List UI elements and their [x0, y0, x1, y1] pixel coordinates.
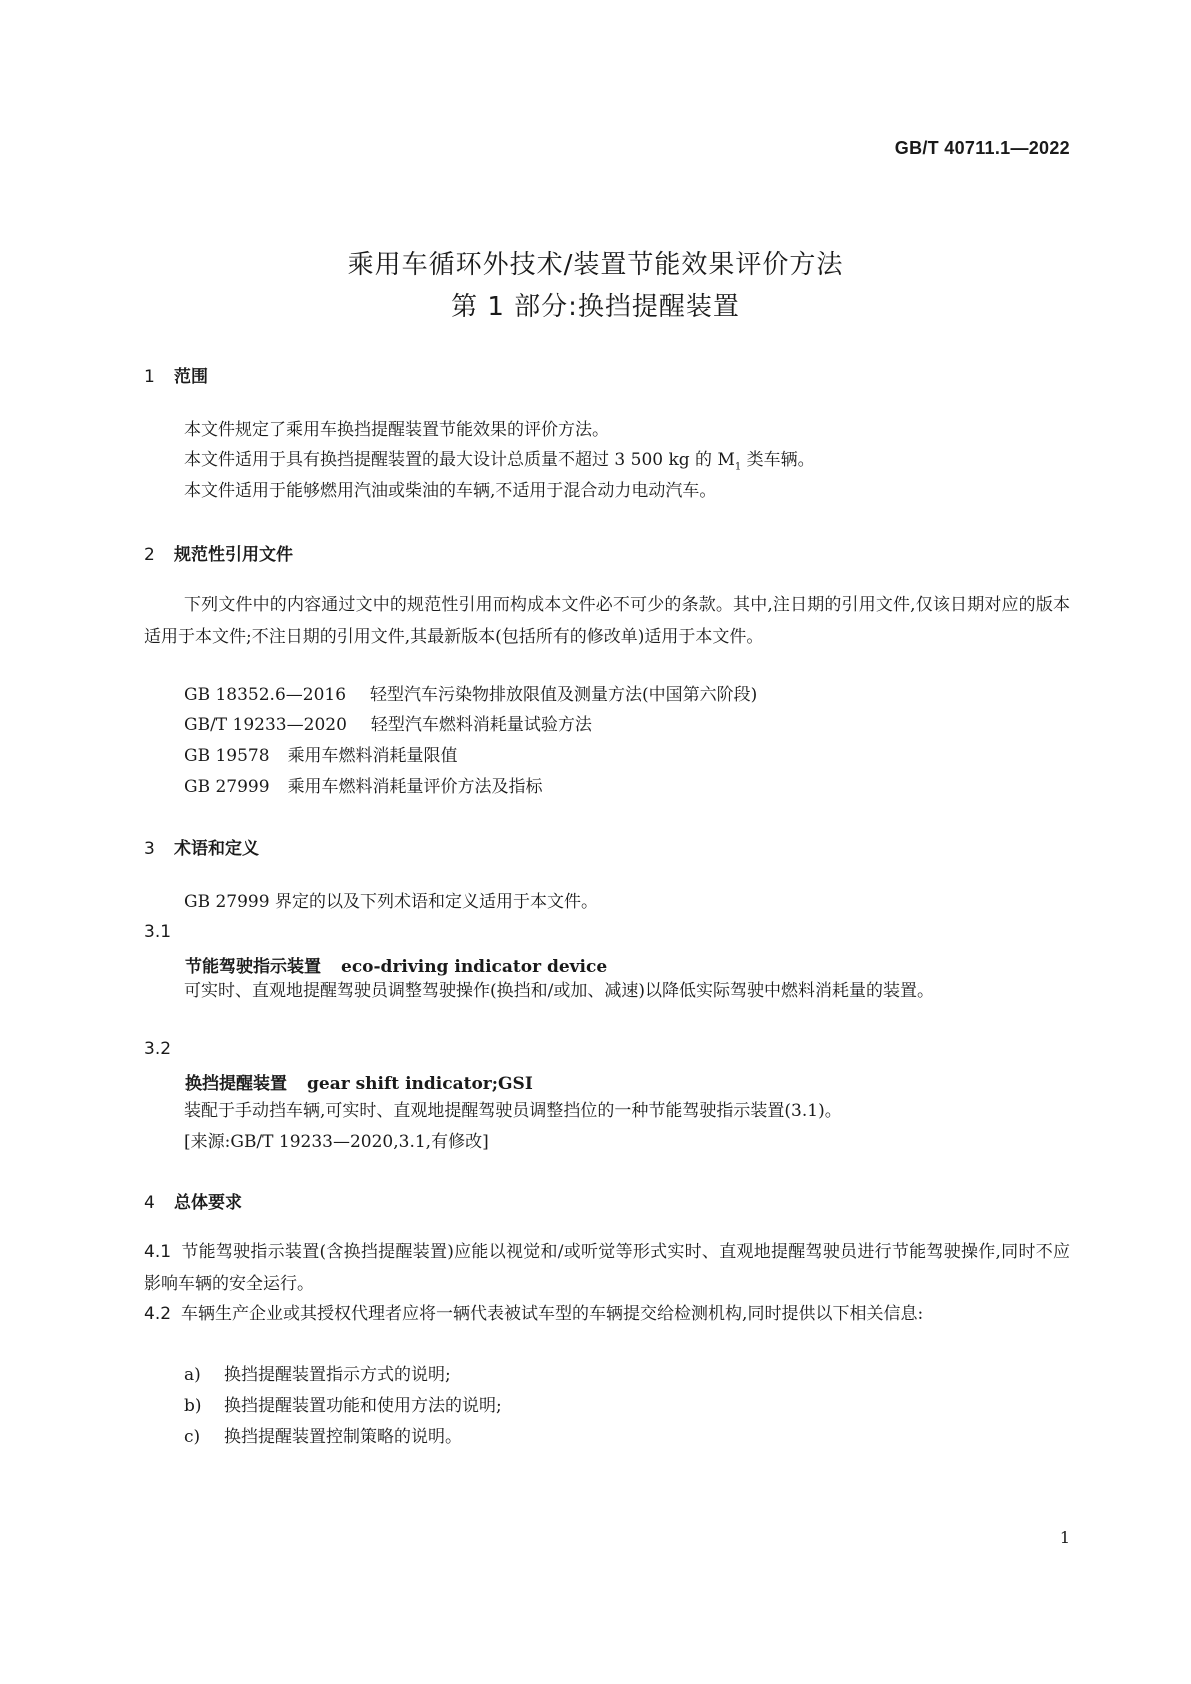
- list-item: b) 换挡提醒装置功能和使用方法的说明;: [184, 1396, 502, 1416]
- section-heading-normative-references: [144, 540, 293, 565]
- section-number: 1: [144, 367, 155, 387]
- section-heading-general-requirements: [144, 1188, 242, 1213]
- reference-item: GB 18352.6—2016 轻型汽车污染物排放限值及测量方法(中国第六阶段): [184, 685, 758, 705]
- section-title: 术语和定义: [174, 839, 259, 859]
- scope-paragraph-1: 本文件规定了乘用车换挡提醒装置节能效果的评价方法。: [184, 420, 609, 440]
- clause-4-1: 4.1 节能驾驶指示装置(含换挡提醒装置)应能以视觉和/或听觉等形式实时、直观地提醒驾驶员进行节能驾驶操作,同时不应影响车辆的安全运行。: [144, 1242, 1070, 1294]
- term-definition: 装配于手动挡车辆,可实时、直观地提醒驾驶员调整挡位的一种节能驾驶指示装置(3.1)。: [184, 1101, 842, 1121]
- reference-item: GB/T 19233—2020 轻型汽车燃料消耗量试验方法: [184, 715, 592, 735]
- terms-intro: GB 27999 界定的以及下列术语和定义适用于本文件。: [184, 892, 598, 912]
- reference-item: GB 19578 乘用车燃料消耗量限值: [184, 746, 458, 766]
- section-title: 范围: [174, 367, 208, 387]
- clause-4-2: 4.2 车辆生产企业或其授权代理者应将一辆代表被试车型的车辆提交给检测机构,同时提供以下相关信息:: [144, 1304, 924, 1324]
- section-title: 规范性引用文件: [174, 545, 293, 565]
- term-source: [来源:GB/T 19233—2020,3.1,有修改]: [184, 1132, 489, 1152]
- term-number: 3.1: [144, 922, 172, 942]
- section-number: 4: [144, 1193, 155, 1213]
- list-item: a) 换挡提醒装置指示方式的说明;: [184, 1365, 451, 1385]
- scope-paragraph-3: 本文件适用于能够燃用汽油或柴油的车辆,不适用于混合动力电动汽车。: [184, 481, 717, 501]
- term-heading: 换挡提醒装置 gear shift indicator;GSI: [185, 1074, 533, 1094]
- reference-item: GB 27999 乘用车燃料消耗量评价方法及指标: [184, 777, 543, 797]
- section-heading-terms: [144, 834, 259, 859]
- section-number: 2: [144, 545, 155, 565]
- document-title-line2: 第 1 部分:换挡提醒装置: [451, 292, 740, 322]
- normative-intro: 下列文件中的内容通过文中的规范性引用而构成本文件必不可少的条款。其中,注日期的引用文件,仅该日期对应的版本适用于本文件;不注日期的引用文件,其最新版本(包括所有的修改单)适用于本文件。: [144, 595, 1070, 647]
- section-heading-scope: [144, 362, 208, 387]
- page-number: 1: [1059, 1528, 1070, 1547]
- term-definition: 可实时、直观地提醒驾驶员调整驾驶操作(换挡和/或加、减速)以降低实际驾驶中燃料消耗量的装置。: [184, 981, 934, 1001]
- section-title: 总体要求: [174, 1193, 242, 1213]
- standard-code: GB/T 40711.1—2022: [894, 138, 1070, 158]
- term-number: 3.2: [144, 1039, 172, 1059]
- list-item: c) 换挡提醒装置控制策略的说明。: [184, 1427, 462, 1447]
- document-title-line1: 乘用车循环外技术/装置节能效果评价方法: [347, 250, 844, 280]
- scope-paragraph-2: 本文件适用于具有换挡提醒装置的最大设计总质量不超过 3 500 kg 的 $M_1$ 类车辆。: [184, 450, 815, 473]
- term-heading: 节能驾驶指示装置 eco-driving indicator device: [185, 957, 608, 977]
- section-number: 3: [144, 839, 155, 859]
